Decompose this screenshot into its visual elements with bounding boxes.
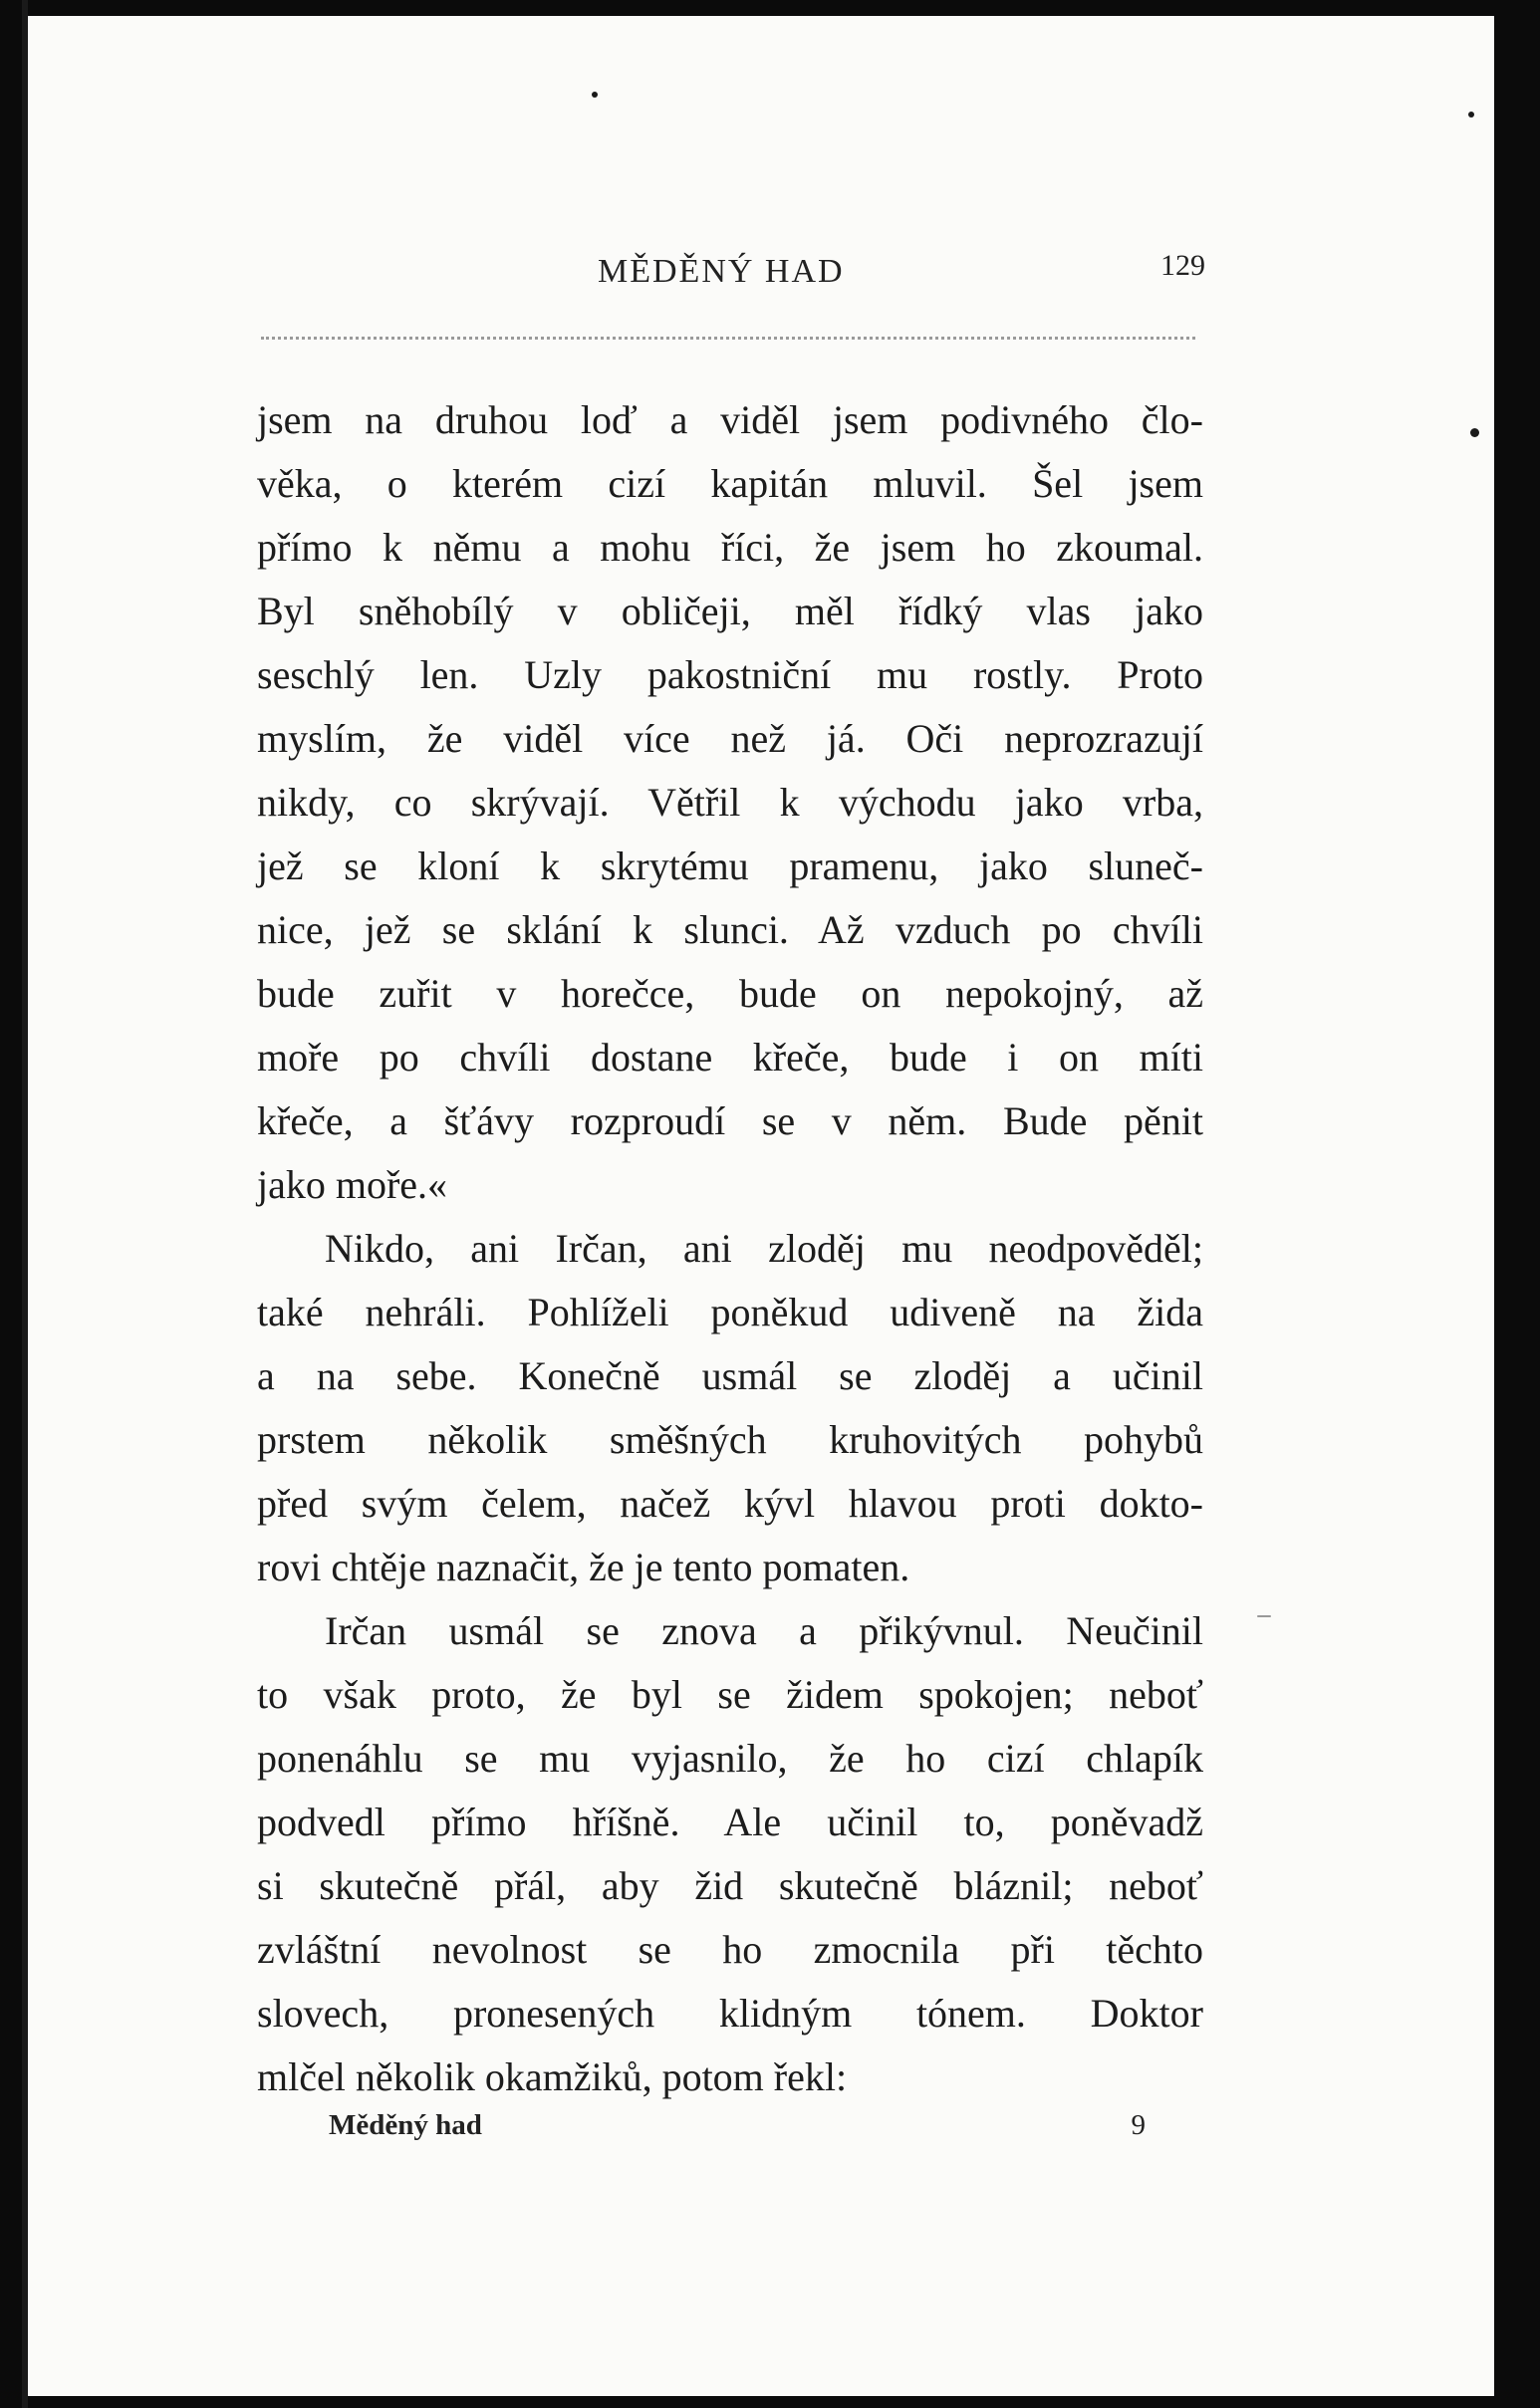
scan-speck	[1470, 428, 1479, 437]
page-number: 129	[1160, 249, 1205, 282]
text-line: před svým čelem, načež kývl hlavou proti dokto-	[257, 1481, 1203, 1526]
text-line: podvedl přímo hříšně. Ale učinil to, poněvadž	[257, 1800, 1203, 1844]
page-footer	[329, 2109, 1146, 2153]
text-line: mlčel několik okamžiků, potom řekl:	[257, 2054, 848, 2099]
scan-speck	[1468, 112, 1474, 118]
text-line: přímo k němu a mohu říci, že jsem ho zkoumal.	[257, 525, 1203, 570]
text-line: jako moře.«	[257, 1162, 448, 1207]
text-line: ponenáhlu se mu vyjasnilo, že ho cizí chlapík	[257, 1736, 1203, 1781]
signature-mark: 9	[1131, 2109, 1146, 2141]
scan-speck	[1257, 1615, 1271, 1617]
page-spine-edge	[22, 0, 28, 2408]
text-line: nikdy, co skrývají. Větřil k východu jako vrba,	[257, 780, 1203, 825]
text-line: slovech, pronesených klidným tónem. Doktor	[257, 1991, 1203, 2036]
text-line: jsem na druhou loď a viděl jsem podivného člo-	[257, 397, 1203, 442]
scan-border	[1494, 0, 1540, 2408]
text-line: Byl sněhobílý v obličeji, měl řídký vlas jako	[257, 589, 1203, 633]
signature-title: Měděný had	[329, 2109, 482, 2141]
text-line: bude zuřit v horečce, bude on nepokojný, až	[257, 971, 1203, 1016]
text-line: Irčan usmál se znova a přikývnul. Neučinil	[325, 1608, 1203, 1653]
text-line: jež se kloní k skrytému pramenu, jako sluneč-	[257, 843, 1203, 888]
text-line: myslím, že viděl více než já. Oči neprozrazují	[257, 716, 1203, 761]
text-line: moře po chvíli dostane křeče, bude i on míti	[257, 1035, 1203, 1080]
text-line: a na sebe. Konečně usmál se zloděj a učinil	[257, 1353, 1203, 1398]
text-line: nice, jež se sklání k slunci. Až vzduch po chvíli	[257, 907, 1203, 952]
text-line: Nikdo, ani Irčan, ani zloděj mu neodpověděl;	[325, 1226, 1203, 1271]
text-line: to však proto, že byl se židem spokojen; neboť	[257, 1672, 1203, 1717]
text-line: věka, o kterém cizí kapitán mluvil. Šel jsem	[257, 461, 1203, 506]
text-line: také nehráli. Pohlíželi poněkud udiveně na žida	[257, 1290, 1203, 1334]
text-line: křeče, a šťávy rozproudí se v něm. Bude pěnit	[257, 1098, 1203, 1143]
text-line: rovi chtěje naznačit, že je tento pomaten.	[257, 1545, 910, 1589]
text-line: si skutečně přál, aby žid skutečně bláznil; neboť	[257, 1863, 1203, 1908]
text-line: zvláštní nevolnost se ho zmocnila při těchto	[257, 1927, 1203, 1972]
scan-speck	[592, 92, 598, 98]
body-text	[257, 388, 1203, 2109]
text-line: seschlý len. Uzly pakostniční mu rostly. Proto	[257, 652, 1203, 697]
page-header	[259, 247, 1205, 307]
header-rule	[261, 337, 1195, 340]
running-title: MĚDĚNÝ HAD	[598, 253, 845, 290]
text-line: prstem několik směšných kruhovitých pohybů	[257, 1417, 1203, 1462]
